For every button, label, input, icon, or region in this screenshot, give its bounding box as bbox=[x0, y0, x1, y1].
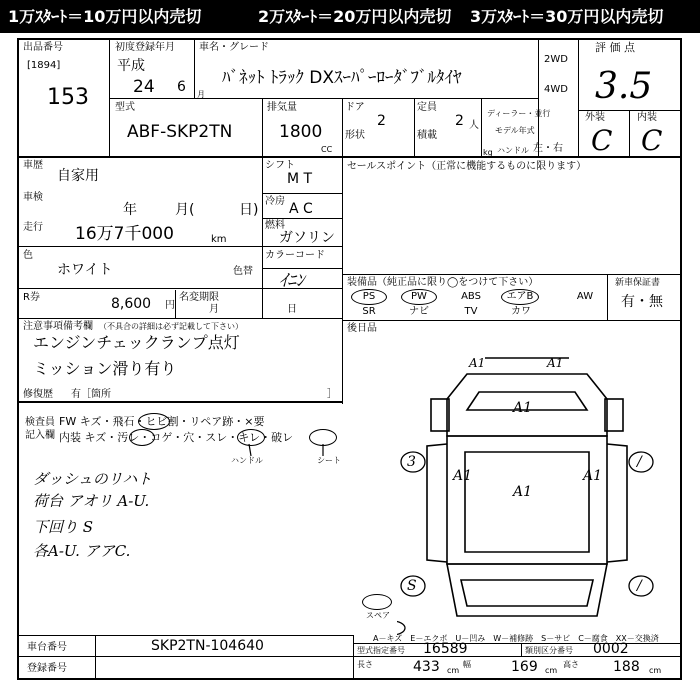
repair-value: 有［箇所 bbox=[71, 389, 111, 400]
type-number-label: 型式指定番号 bbox=[357, 646, 405, 655]
color-swap-label: 色替 bbox=[233, 266, 253, 277]
class-number-label: 類別区分番号 bbox=[525, 646, 573, 655]
equipment-leather: カワ bbox=[511, 306, 531, 317]
diagram-mark-4: A1 bbox=[453, 468, 473, 484]
model-name-label: 車名・グレード bbox=[199, 42, 269, 53]
sales-point-label: セールスポイント（正常に機能するものに限ります） bbox=[347, 161, 587, 172]
diagram-left-bottom: S bbox=[407, 578, 417, 594]
handwritten-line-3: 下回り S bbox=[33, 518, 94, 536]
recycle-value: 8,600 bbox=[111, 296, 152, 312]
warranty-value: 有・無 bbox=[621, 294, 663, 310]
overall-score: 3.5 bbox=[595, 66, 653, 107]
dealer-label: ディーラー・並行 bbox=[487, 109, 551, 118]
height-label: 高さ bbox=[563, 660, 579, 669]
equipment-sr: SR bbox=[362, 306, 376, 317]
model-year-label: モデル年式 bbox=[495, 126, 535, 135]
drive-2wd: 2WD bbox=[544, 54, 568, 65]
inspection-label: 車検 bbox=[23, 192, 43, 203]
remarks-label: 後日品 bbox=[347, 323, 377, 334]
registration-year: 24 bbox=[133, 77, 155, 97]
color-swap-value: ｲﾆﾝ bbox=[279, 271, 305, 291]
exterior-grade: C bbox=[591, 124, 613, 157]
registration-label: 初度登録年月 bbox=[115, 42, 175, 53]
diagram-right-bottom: / bbox=[637, 578, 642, 594]
load-kg: kg bbox=[483, 148, 493, 157]
recycle-unit: 円 bbox=[165, 300, 175, 311]
shape-label: 形状 bbox=[345, 130, 365, 141]
category-label: 車歴 bbox=[23, 160, 43, 171]
lot-number: 153 bbox=[47, 85, 89, 110]
capacity-value: 2 bbox=[455, 113, 464, 129]
mileage-label: 走行 bbox=[23, 222, 43, 233]
banner-item-3: 3万ｽﾀｰﾄ＝30万円以内売切 bbox=[470, 7, 664, 26]
width-value: 169 bbox=[511, 659, 538, 675]
check-title-2: 記入欄 bbox=[25, 430, 55, 441]
diagram-left-top: 3 bbox=[407, 454, 416, 470]
grade-label: 評 価 点 bbox=[595, 41, 635, 54]
equipment-tv: TV bbox=[464, 306, 478, 317]
deadline-month: 月 bbox=[209, 304, 219, 315]
handwritten-line-2: 荷台 アオリ A-U. bbox=[33, 492, 150, 510]
color-value: ホワイト bbox=[57, 262, 113, 278]
deadline-day: 日 bbox=[287, 304, 297, 315]
interior-label: 内装 bbox=[637, 112, 657, 123]
damage-legend: A－キズ E－エクボ U－凹み W－補修跡 S－サビ C－腐食 XX－交換済 bbox=[373, 634, 659, 643]
exterior-label: 外装 bbox=[585, 112, 605, 123]
width-label: 幅 bbox=[463, 660, 471, 669]
note-handle: ハンドル bbox=[231, 456, 263, 465]
displacement-label: 排気量 bbox=[267, 102, 297, 113]
handwritten-line-4: 各A-U. アアC. bbox=[33, 542, 131, 560]
class-number-value: 0002 bbox=[593, 641, 629, 657]
doors-value: 2 bbox=[377, 113, 386, 129]
spare-label: スペア bbox=[366, 611, 390, 620]
aircon-label: 冷房 bbox=[265, 196, 285, 207]
auction-sheet bbox=[17, 38, 682, 680]
notes-label: 注意事項備考欄 bbox=[23, 321, 93, 332]
load-label: 積載 bbox=[417, 130, 437, 141]
deadline-label: 名変期限 bbox=[179, 292, 219, 303]
diagram-mark-2: A1 bbox=[547, 356, 564, 370]
registration-month-unit: 月 bbox=[197, 90, 205, 99]
check-row-2: 内装 キズ・汚レ・コゲ・穴・スレ・キレ・破レ bbox=[59, 431, 294, 444]
equipment-airbag: エアB bbox=[506, 291, 534, 302]
mileage-value: 16万7千000 bbox=[75, 224, 174, 244]
diagram-mark-3: A1 bbox=[513, 400, 533, 416]
note-seat: シート bbox=[317, 456, 341, 465]
inspection-month: 月( bbox=[175, 202, 195, 218]
registration-era: 平成 bbox=[117, 58, 145, 74]
lot-label: 出品番号 bbox=[23, 42, 63, 53]
notes-sub: （不具合の詳細は必ず記載して下さい） bbox=[99, 322, 243, 331]
width-unit: cm bbox=[545, 666, 558, 675]
equipment-label: 装備品（純正品に限り◯をつけて下さい） bbox=[347, 277, 539, 288]
height-value: 188 bbox=[613, 659, 640, 675]
mileage-unit: km bbox=[211, 234, 227, 245]
capacity-label: 定員 bbox=[417, 102, 437, 113]
fuel-value: ガソリン bbox=[279, 230, 335, 246]
shift-value: M T bbox=[287, 171, 313, 187]
height-unit: cm bbox=[649, 666, 662, 675]
model-name-value: ﾊﾞﾈｯﾄ ﾄﾗｯｸ DXｽｰﾊﾟｰﾛｰﾀﾞﾌﾞﾙﾀｲﾔ bbox=[222, 68, 462, 88]
notes-line-2: ミッション滑り有り bbox=[33, 359, 177, 378]
displacement-value: 1800 bbox=[279, 122, 323, 142]
interior-grade: C bbox=[641, 124, 663, 157]
equipment-abs: ABS bbox=[461, 291, 481, 302]
spare-tire-circle bbox=[362, 594, 392, 610]
length-value: 433 bbox=[413, 659, 440, 675]
category-value: 自家用 bbox=[57, 168, 99, 184]
repair-close: ］ bbox=[327, 389, 337, 400]
notes-line-1: エンジンチェックランプ点灯 bbox=[33, 333, 240, 352]
model-code-label: 型式 bbox=[115, 102, 135, 113]
check-row-1: FW キズ・飛石・ヒビ割・リペア跡・×要 bbox=[59, 415, 265, 428]
color-code-label: カラーコード bbox=[265, 250, 325, 261]
diagram-mark-1: A1 bbox=[469, 356, 486, 370]
capacity-unit: 人 bbox=[469, 120, 479, 131]
chassis-value: SKP2TN-104640 bbox=[151, 638, 264, 654]
equipment-ps: PS bbox=[362, 291, 376, 302]
displacement-unit: CC bbox=[321, 145, 333, 154]
banner-item-2: 2万ｽﾀｰﾄ＝20万円以内売切 bbox=[258, 7, 452, 26]
equipment-aw: AW bbox=[576, 291, 594, 302]
fuel-label: 燃料 bbox=[265, 220, 285, 231]
repair-label: 修復歴 bbox=[23, 389, 53, 400]
equipment-pw: PW bbox=[411, 291, 427, 302]
inspection-year: 年 bbox=[123, 202, 137, 218]
inspection-day: 日) bbox=[239, 202, 259, 218]
reg-number-label: 登録番号 bbox=[27, 663, 67, 674]
length-unit: cm bbox=[447, 666, 460, 675]
diagram-mark-5: A1 bbox=[513, 484, 533, 500]
check-title-1: 検査員 bbox=[25, 417, 55, 428]
color-label: 色 bbox=[23, 250, 33, 261]
model-code-value: ABF-SKP2TN bbox=[127, 122, 233, 142]
registration-month: 6 bbox=[177, 79, 186, 95]
banner-item-1: 1万ｽﾀｰﾄ＝10万円以内売切 bbox=[8, 7, 202, 26]
drive-4wd: 4WD bbox=[544, 84, 568, 95]
doors-label: ドア bbox=[345, 102, 365, 113]
lot-code: [1894] bbox=[27, 60, 61, 71]
recycle-label: R券 bbox=[23, 292, 40, 303]
chassis-label: 車台番号 bbox=[27, 642, 67, 653]
diagram-mark-6: A1 bbox=[583, 468, 603, 484]
shift-label: シフト bbox=[265, 160, 295, 171]
type-number-value: 16589 bbox=[423, 641, 468, 657]
aircon-value: A C bbox=[289, 201, 313, 217]
diagram-right-top: / bbox=[637, 454, 642, 470]
equipment-navi: ナビ bbox=[409, 306, 429, 317]
handle-label: ハンドル bbox=[497, 146, 529, 155]
handwritten-line-1: ダッシュのリハト bbox=[33, 470, 152, 488]
length-label: 長さ bbox=[357, 660, 373, 669]
warranty-label: 新車保証書 bbox=[615, 278, 661, 288]
handle-value: 左・右 bbox=[533, 143, 563, 154]
top-banner bbox=[0, 0, 700, 33]
